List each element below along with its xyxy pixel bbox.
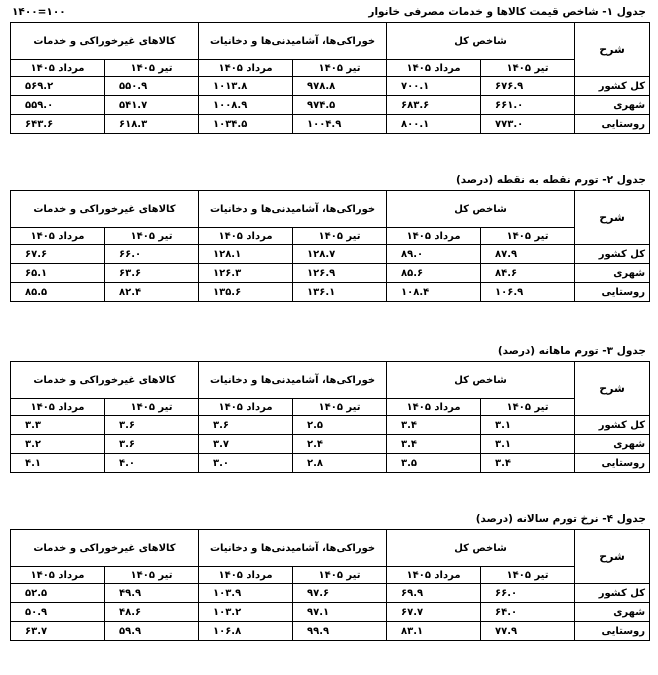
group-header: کالاهای غیرخوراکی و خدمات <box>11 23 199 60</box>
group-header: شاخص کل <box>387 191 575 228</box>
value-cell: ۲.۴ <box>293 435 387 454</box>
value-cell: ۶۴۳.۶ <box>11 115 105 134</box>
month-header: تیر ۱۴۰۵ <box>105 567 199 584</box>
description-header: شرح <box>575 530 650 584</box>
value-cell: ۹۷.۶ <box>293 584 387 603</box>
row-label: روستایی <box>575 454 650 473</box>
data-table <box>10 190 650 302</box>
table-title: جدول ۳- تورم ماهانه (درصد) <box>497 345 646 357</box>
month-header: مرداد ۱۴۰۵ <box>199 60 293 77</box>
month-header: تیر ۱۴۰۵ <box>293 60 387 77</box>
value-cell: ۴۹.۹ <box>105 584 199 603</box>
value-cell: ۴.۱ <box>11 454 105 473</box>
value-cell: ۶۶.۰ <box>481 584 575 603</box>
row-label: روستایی <box>575 115 650 134</box>
value-cell: ۳.۰ <box>199 454 293 473</box>
value-cell: ۶۱۸.۳ <box>105 115 199 134</box>
group-header: شاخص کل <box>387 362 575 399</box>
value-cell: ۶۵.۱ <box>11 264 105 283</box>
row-label: کل کشور <box>575 245 650 264</box>
table-block-4 <box>10 511 650 641</box>
value-cell: ۹۷.۱ <box>293 603 387 622</box>
table-row <box>11 603 650 622</box>
value-cell: ۶۷.۶ <box>11 245 105 264</box>
table-row <box>11 245 650 264</box>
table-row <box>11 115 650 134</box>
month-header: مرداد ۱۴۰۵ <box>11 60 105 77</box>
month-header: مرداد ۱۴۰۵ <box>199 567 293 584</box>
value-cell: ۶۴.۰ <box>481 603 575 622</box>
month-header: مرداد ۱۴۰۵ <box>387 399 481 416</box>
value-cell: ۱۰۶.۹ <box>481 283 575 302</box>
row-label: روستایی <box>575 622 650 641</box>
table-row <box>11 454 650 473</box>
month-header: تیر ۱۴۰۵ <box>293 399 387 416</box>
value-cell: ۳.۴ <box>387 416 481 435</box>
value-cell: ۱۲۸.۱ <box>199 245 293 264</box>
table-title: جدول ۴- نرخ تورم سالانه (درصد) <box>475 513 646 525</box>
value-cell: ۱۳۵.۶ <box>199 283 293 302</box>
value-cell: ۳.۴ <box>387 435 481 454</box>
value-cell: ۳.۲ <box>11 435 105 454</box>
value-cell: ۱۰۰۴.۹ <box>293 115 387 134</box>
value-cell: ۹۷۸.۸ <box>293 77 387 96</box>
month-header: مرداد ۱۴۰۵ <box>387 60 481 77</box>
value-cell: ۴.۰ <box>105 454 199 473</box>
table-row <box>11 416 650 435</box>
row-label: شهری <box>575 96 650 115</box>
value-cell: ۸۰۰.۱ <box>387 115 481 134</box>
table-title: جدول ۲- تورم نقطه به نقطه (درصد) <box>455 174 646 186</box>
table-caption-row <box>10 343 650 361</box>
group-header: کالاهای غیرخوراکی و خدمات <box>11 191 199 228</box>
value-cell: ۱۲۸.۷ <box>293 245 387 264</box>
value-cell: ۶۸۳.۶ <box>387 96 481 115</box>
value-cell: ۲.۵ <box>293 416 387 435</box>
group-header: خوراکی‌ها، آشامیدنی‌ها و دخانیات <box>199 362 387 399</box>
value-cell: ۶۶۱.۰ <box>481 96 575 115</box>
table-block-1 <box>10 4 650 134</box>
value-cell: ۵۴۱.۷ <box>105 96 199 115</box>
value-cell: ۱۲۶.۹ <box>293 264 387 283</box>
value-cell: ۸۵.۶ <box>387 264 481 283</box>
value-cell: ۳.۶ <box>199 416 293 435</box>
value-cell: ۶۷.۷ <box>387 603 481 622</box>
table-caption-row <box>10 511 650 529</box>
month-header: تیر ۱۴۰۵ <box>481 567 575 584</box>
month-header-row <box>11 228 650 245</box>
value-cell: ۳.۴ <box>481 454 575 473</box>
month-header: مرداد ۱۴۰۵ <box>387 228 481 245</box>
value-cell: ۵۵۹.۰ <box>11 96 105 115</box>
month-header: مرداد ۱۴۰۵ <box>11 228 105 245</box>
value-cell: ۳.۳ <box>11 416 105 435</box>
value-cell: ۹۷۴.۵ <box>293 96 387 115</box>
row-label: روستایی <box>575 283 650 302</box>
table-row <box>11 283 650 302</box>
month-header: تیر ۱۴۰۵ <box>481 60 575 77</box>
month-header-row <box>11 60 650 77</box>
group-header: کالاهای غیرخوراکی و خدمات <box>11 362 199 399</box>
value-cell: ۱۰۳۴.۵ <box>199 115 293 134</box>
month-header: مرداد ۱۴۰۵ <box>11 567 105 584</box>
month-header-row <box>11 399 650 416</box>
description-header: شرح <box>575 362 650 416</box>
group-header: خوراکی‌ها، آشامیدنی‌ها و دخانیات <box>199 191 387 228</box>
data-table <box>10 22 650 134</box>
value-cell: ۱۳۶.۱ <box>293 283 387 302</box>
value-cell: ۱۰۶.۸ <box>199 622 293 641</box>
value-cell: ۲.۸ <box>293 454 387 473</box>
value-cell: ۳.۶ <box>105 435 199 454</box>
value-cell: ۱۰۱۳.۸ <box>199 77 293 96</box>
description-header: شرح <box>575 191 650 245</box>
table-row <box>11 77 650 96</box>
data-table <box>10 529 650 641</box>
value-cell: ۵۵۰.۹ <box>105 77 199 96</box>
row-label: شهری <box>575 435 650 454</box>
table-row <box>11 96 650 115</box>
value-cell: ۳.۷ <box>199 435 293 454</box>
description-header: شرح <box>575 23 650 77</box>
value-cell: ۵۹.۹ <box>105 622 199 641</box>
value-cell: ۷۷.۹ <box>481 622 575 641</box>
value-cell: ۸۷.۹ <box>481 245 575 264</box>
value-cell: ۶۷۶.۹ <box>481 77 575 96</box>
value-cell: ۳.۵ <box>387 454 481 473</box>
month-header: تیر ۱۴۰۵ <box>105 228 199 245</box>
value-cell: ۸۳.۱ <box>387 622 481 641</box>
value-cell: ۸۵.۵ <box>11 283 105 302</box>
value-cell: ۸۹.۰ <box>387 245 481 264</box>
base-year-label: ۱۴۰۰=۱۰۰ <box>12 6 66 18</box>
table-caption-row <box>10 172 650 190</box>
value-cell: ۹۹.۹ <box>293 622 387 641</box>
month-header: تیر ۱۴۰۵ <box>105 399 199 416</box>
value-cell: ۵۰.۹ <box>11 603 105 622</box>
value-cell: ۳.۶ <box>105 416 199 435</box>
value-cell: ۱۰۸.۴ <box>387 283 481 302</box>
group-header: کالاهای غیرخوراکی و خدمات <box>11 530 199 567</box>
group-header: شاخص کل <box>387 23 575 60</box>
value-cell: ۴۸.۶ <box>105 603 199 622</box>
month-header: تیر ۱۴۰۵ <box>293 567 387 584</box>
group-header: شاخص کل <box>387 530 575 567</box>
group-header: خوراکی‌ها، آشامیدنی‌ها و دخانیات <box>199 23 387 60</box>
month-header: مرداد ۱۴۰۵ <box>387 567 481 584</box>
month-header: تیر ۱۴۰۵ <box>481 228 575 245</box>
value-cell: ۱۰۰۸.۹ <box>199 96 293 115</box>
row-label: کل کشور <box>575 584 650 603</box>
value-cell: ۵۶۹.۲ <box>11 77 105 96</box>
table-caption-row <box>10 4 650 22</box>
table-row <box>11 622 650 641</box>
table-row <box>11 584 650 603</box>
group-header-row <box>11 191 650 228</box>
month-header: تیر ۱۴۰۵ <box>481 399 575 416</box>
group-header-row <box>11 23 650 60</box>
table-row <box>11 435 650 454</box>
value-cell: ۶۳.۷ <box>11 622 105 641</box>
value-cell: ۷۰۰.۱ <box>387 77 481 96</box>
table-block-2 <box>10 172 650 302</box>
month-header: مرداد ۱۴۰۵ <box>199 399 293 416</box>
row-label: شهری <box>575 264 650 283</box>
row-label: کل کشور <box>575 416 650 435</box>
value-cell: ۸۴.۶ <box>481 264 575 283</box>
value-cell: ۷۷۳.۰ <box>481 115 575 134</box>
value-cell: ۵۲.۵ <box>11 584 105 603</box>
group-header-row <box>11 530 650 567</box>
value-cell: ۱۲۶.۳ <box>199 264 293 283</box>
row-label: شهری <box>575 603 650 622</box>
value-cell: ۱۰۳.۹ <box>199 584 293 603</box>
value-cell: ۸۲.۴ <box>105 283 199 302</box>
table-title: جدول ۱- شاخص قیمت کالاها و خدمات مصرفی خانوار <box>368 6 646 18</box>
month-header: تیر ۱۴۰۵ <box>293 228 387 245</box>
month-header: مرداد ۱۴۰۵ <box>199 228 293 245</box>
group-header: خوراکی‌ها، آشامیدنی‌ها و دخانیات <box>199 530 387 567</box>
month-header-row <box>11 567 650 584</box>
value-cell: ۶۳.۶ <box>105 264 199 283</box>
row-label: کل کشور <box>575 77 650 96</box>
value-cell: ۶۹.۹ <box>387 584 481 603</box>
group-header-row <box>11 362 650 399</box>
data-table <box>10 361 650 473</box>
value-cell: ۶۶.۰ <box>105 245 199 264</box>
value-cell: ۳.۱ <box>481 416 575 435</box>
table-block-3 <box>10 343 650 473</box>
month-header: تیر ۱۴۰۵ <box>105 60 199 77</box>
value-cell: ۱۰۳.۲ <box>199 603 293 622</box>
month-header: مرداد ۱۴۰۵ <box>11 399 105 416</box>
table-row <box>11 264 650 283</box>
value-cell: ۳.۱ <box>481 435 575 454</box>
